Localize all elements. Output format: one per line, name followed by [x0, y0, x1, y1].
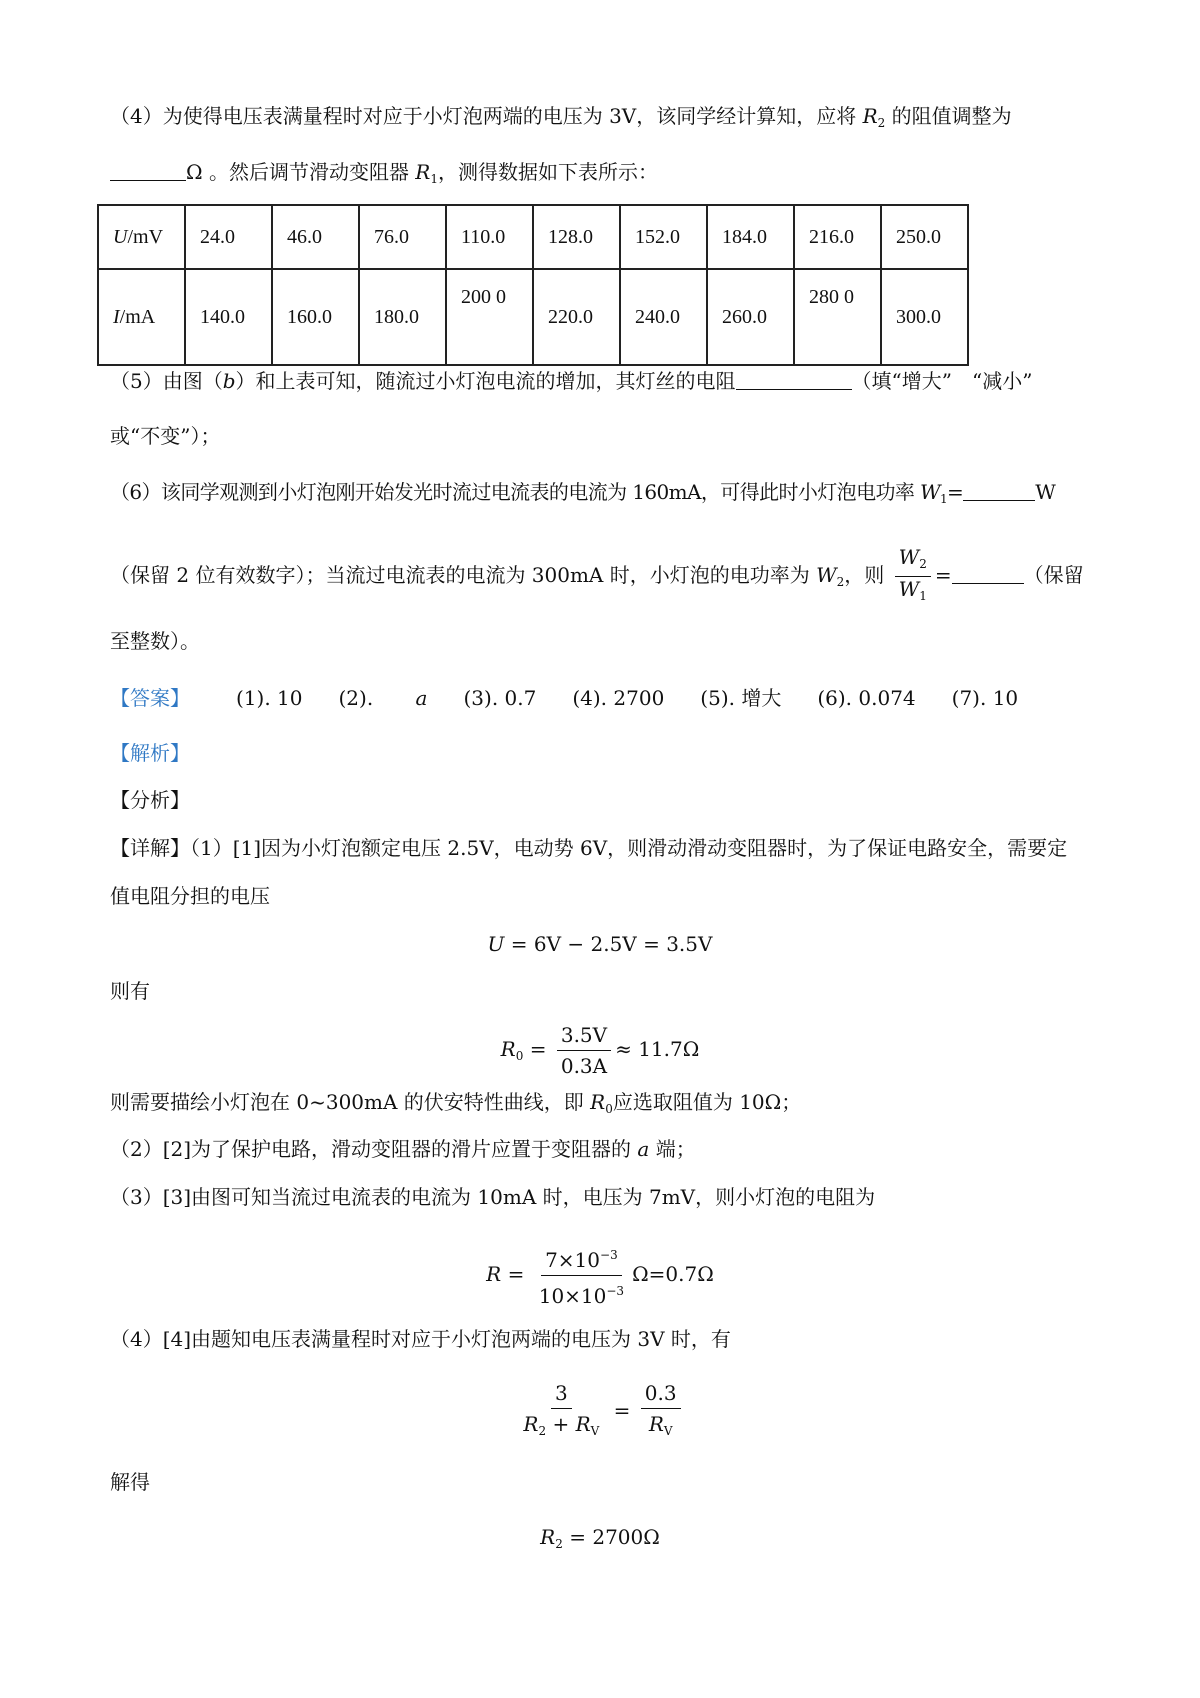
cell: 260.0: [707, 269, 794, 365]
var: R: [486, 1262, 502, 1286]
denominator: 0.3A: [560, 1054, 608, 1078]
answer-blank: [952, 565, 1024, 584]
sub: 0: [605, 1102, 613, 1116]
detail-line3: 则有: [110, 979, 150, 1003]
q4-line1: [110, 103, 1012, 136]
cell: 184.0: [707, 205, 794, 269]
cell: 160.0: [272, 269, 359, 365]
answer-item: [339, 686, 428, 710]
numerator: 3: [551, 1378, 572, 1409]
text: = 6V − 2.5V = 3.5V: [504, 932, 713, 956]
var: W: [898, 545, 920, 569]
answer-blank: [736, 371, 852, 390]
sub: 2: [877, 116, 886, 130]
cell: 152.0: [620, 205, 707, 269]
text: Ω=0.7Ω: [632, 1262, 714, 1286]
unit: /mV: [127, 225, 164, 248]
text: （保留: [1023, 563, 1084, 587]
equation-result: [0, 1524, 1200, 1557]
answer-line: [110, 685, 1054, 711]
text: 7×10: [545, 1248, 601, 1272]
denominator: [535, 1276, 628, 1311]
sub: 1: [919, 589, 927, 603]
text: （2）[2]为了保护电路，滑动变阻器的滑片应置于变阻器的: [110, 1137, 638, 1161]
equation-r: R = $\frac{7\times 10^{-3}}{10\times 10^{-3}}$ Ω=0.7Ω: [0, 1240, 1200, 1311]
q4-line2: [110, 159, 658, 192]
text: ）和上表可知，随流过小灯泡电流的增加，其灯丝的电阻: [235, 369, 736, 393]
sub: V: [663, 1424, 673, 1438]
text: （5）由图（: [110, 369, 223, 393]
numerator: 3.5V: [557, 1020, 611, 1051]
text: +: [546, 1412, 576, 1436]
var: W: [898, 577, 920, 601]
equation-r0: $R_0$ = $\frac{3.5V}{0.3A}$ ≈ 11.7Ω: [0, 1020, 1200, 1081]
sub: 1: [940, 492, 948, 506]
var: I: [113, 305, 120, 328]
sub: 2: [555, 1537, 563, 1551]
answer-item: (5). 增大: [700, 686, 782, 710]
detail-line6: （3）[3]由图可知当流过电流表的电流为 10mA 时，电压为 7mV，则小灯泡的电阻为: [110, 1185, 876, 1209]
cell: 110.0: [446, 205, 533, 269]
text: = 2700Ω: [562, 1525, 660, 1549]
var: R: [415, 160, 431, 184]
equation-r2: $\frac{3}{R_2 + R_V}$ = $\frac{0.3}{R_V}$: [0, 1378, 1200, 1446]
text: 10×10: [538, 1284, 607, 1308]
fraction: [535, 1240, 628, 1311]
var: R: [862, 104, 878, 128]
answer-item: (3). 0.7: [463, 686, 537, 710]
cell: 200 0: [446, 269, 533, 365]
cell: 180.0: [359, 269, 446, 365]
var: R: [540, 1525, 556, 1549]
detail-line5: [110, 1136, 696, 1162]
cell: 140.0: [185, 269, 272, 365]
text: (2).: [338, 686, 380, 710]
text: （6）该同学观测到小灯泡刚开始发光时流过电流表的电流为 160mA，可得此时小灯泡电功率: [110, 480, 921, 504]
var: a: [637, 1137, 650, 1161]
detail-line8: 解得: [110, 1470, 150, 1494]
var: R: [500, 1037, 516, 1061]
q6-line2: [110, 545, 1084, 608]
detail-line2: 值电阻分担的电压: [110, 884, 270, 908]
q6-line1: [110, 479, 1055, 512]
answer-item: (6). 0.074: [817, 686, 916, 710]
exponent: −3: [600, 1248, 618, 1262]
fraction-right: [641, 1378, 681, 1446]
q5-line2: 或“不变”）；: [110, 424, 221, 448]
sub: V: [590, 1424, 600, 1438]
cell: 24.0: [185, 205, 272, 269]
text: ，测得数据如下表所示：: [438, 160, 658, 184]
var: b: [222, 369, 236, 393]
text: （填“增大” “减小”: [851, 369, 1033, 393]
sub: 2: [836, 575, 845, 589]
var: U: [487, 932, 505, 956]
var: U: [113, 225, 128, 248]
denominator: [645, 1409, 677, 1446]
fraction: [557, 1020, 611, 1081]
cell: 240.0: [620, 269, 707, 365]
detail-line1: 【详解】（1）[1]因为小灯泡额定电压 2.5V，电动势 6V，则滑动滑动变阻器时，为了保证电路安全，需要定: [110, 836, 1068, 860]
text: =: [934, 563, 952, 587]
equation-u: [0, 931, 1200, 957]
text: （4）为使得电压表满量程时对应于小灯泡两端的电压为 3V，该同学经计算知，应将: [110, 104, 863, 128]
answer-label: 【答案】: [110, 686, 190, 710]
answer-blank: [110, 162, 186, 181]
text: ，则: [844, 563, 891, 587]
var: W: [920, 480, 940, 504]
sub: 0: [515, 1049, 524, 1063]
table-row: [98, 205, 968, 269]
fraction-left: [519, 1378, 603, 1446]
sub: 2: [538, 1424, 547, 1438]
text: ≈ 11.7Ω: [615, 1037, 700, 1061]
text: 应选取阻值为 10Ω；: [612, 1090, 802, 1114]
numerator: [541, 1240, 622, 1276]
text: W: [1035, 480, 1056, 504]
cell: 216.0: [794, 205, 881, 269]
text: （保留 2 位有效数字）；当流过电流表的电流为 300mA 时，小灯泡的电功率为: [110, 563, 817, 587]
text: 则需要描绘小灯泡在 0~300mA 的伏安特性曲线，即: [110, 1090, 591, 1114]
text: =: [947, 480, 964, 504]
cell: 300.0: [881, 269, 968, 365]
var: R: [523, 1412, 539, 1436]
denominator: [519, 1409, 603, 1446]
cell: 128.0: [533, 205, 620, 269]
detail-line7: （4）[4]由题知电压表满量程时对应于小灯泡两端的电压为 3V 时，有: [110, 1327, 731, 1351]
cell: 250.0: [881, 205, 968, 269]
answer-item: (7). 10: [951, 686, 1019, 710]
table-row: [98, 269, 968, 365]
ratio-fraction: [895, 545, 931, 608]
text: 端；: [649, 1137, 696, 1161]
unit: /mA: [119, 305, 156, 328]
sub: 1: [430, 172, 438, 186]
var: W: [816, 563, 837, 587]
cell: 46.0: [272, 205, 359, 269]
analysis-label: 【解析】: [110, 741, 190, 765]
exponent: −3: [606, 1284, 625, 1298]
sub: 2: [919, 557, 927, 571]
var: R: [590, 1090, 606, 1114]
var: R: [648, 1412, 664, 1436]
var: a: [415, 686, 428, 710]
q5-line1: [110, 368, 1032, 394]
cell: 280 0: [794, 269, 881, 365]
data-table: [97, 204, 969, 366]
numerator: 0.3: [641, 1378, 681, 1409]
text: Ω 。然后调节滑动变阻器: [186, 160, 416, 184]
answer-item: (4). 2700: [572, 686, 665, 710]
answer-blank: [963, 482, 1035, 501]
row-header: [98, 205, 185, 269]
cell: 220.0: [533, 269, 620, 365]
var: R: [575, 1412, 591, 1436]
answer-item: (1). 10: [236, 686, 303, 710]
fenxi-label: 【分析】: [110, 788, 190, 812]
cell: 76.0: [359, 205, 446, 269]
q6-line3: 至整数）。: [110, 629, 200, 653]
detail-line4: [110, 1089, 801, 1122]
text: 的阻值调整为: [885, 104, 1012, 128]
row-header: [98, 269, 185, 365]
